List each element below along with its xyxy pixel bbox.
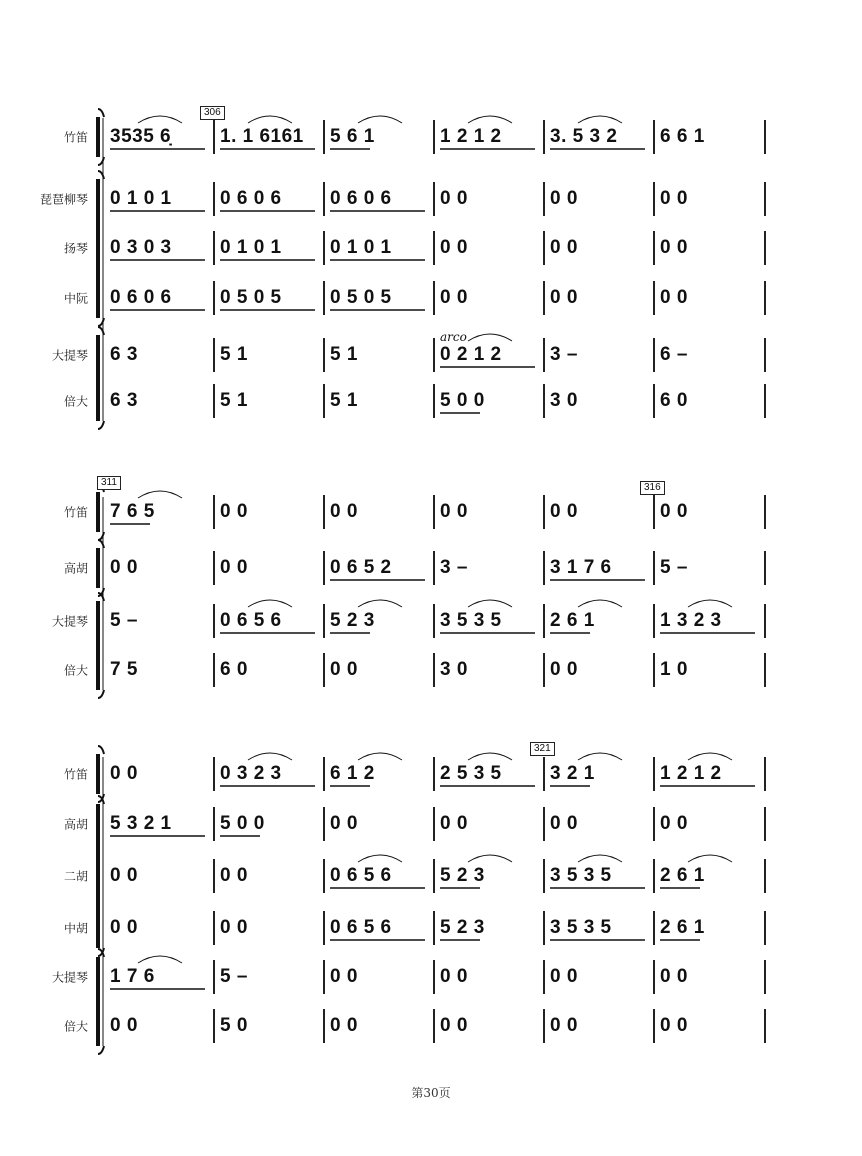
bar-line — [433, 182, 435, 216]
measure-cell: 5 – — [660, 557, 688, 578]
bar-line — [764, 384, 766, 418]
measure-cell: 5 2 3 — [330, 610, 375, 631]
measure-cell: 0 3 2 3 — [220, 763, 282, 784]
measure-cell: 6 0 — [660, 390, 688, 411]
slur-arc — [468, 753, 512, 760]
bar-line — [653, 911, 655, 945]
measure-cell: 3 5 3 5 — [550, 917, 612, 938]
measure-cell: 6 0 — [220, 659, 248, 680]
bar-line — [543, 281, 545, 315]
slur-arc — [248, 753, 292, 760]
bar-line — [433, 231, 435, 265]
bar-line — [653, 653, 655, 687]
bar-line — [764, 281, 766, 315]
measure-cell: 3 0 — [440, 659, 468, 680]
measure-number: 306 — [200, 106, 225, 120]
measure-cell: 7 5 — [110, 659, 138, 680]
measure-cell: 0 0 — [550, 188, 578, 209]
bar-line — [764, 551, 766, 585]
bar-line — [433, 1009, 435, 1043]
instrument-name: 竹笛 — [63, 767, 88, 782]
slur-arc — [468, 334, 512, 341]
measure-cell: 0 1 0 1 — [220, 237, 282, 258]
measure-cell: 0 0 — [550, 813, 578, 834]
bar-line — [323, 807, 325, 841]
measure-cell: 0 0 — [440, 966, 468, 987]
bar-line — [433, 653, 435, 687]
measure-cell: 0 0 — [440, 237, 468, 258]
instrument-name: 高胡 — [63, 561, 88, 576]
bar-line — [213, 120, 215, 154]
measure-cell: 3 5 3 5 — [550, 865, 612, 886]
bar-line — [323, 911, 325, 945]
slur-arc — [688, 600, 732, 607]
measure-number: 316 — [640, 481, 665, 495]
bar-line — [213, 911, 215, 945]
measure-cell: 0 0 — [660, 237, 688, 258]
measure-cell: 0 0 — [550, 501, 578, 522]
slur-arc — [578, 855, 622, 862]
measure-cell: 0 0 — [440, 287, 468, 308]
instrument-name: 高胡 — [63, 817, 88, 832]
bar-line — [213, 384, 215, 418]
measure-cell: 2 6 1 — [660, 917, 705, 938]
bar-line — [653, 859, 655, 893]
bar-line — [433, 281, 435, 315]
bar-line — [543, 551, 545, 585]
instrument-name: 二胡 — [63, 869, 88, 884]
bar-line — [433, 495, 435, 529]
bar-line — [433, 960, 435, 994]
bar-line — [323, 551, 325, 585]
measure-cell: 1 3 2 3 — [660, 610, 722, 631]
measure-cell: 0 3 0 3 — [110, 237, 172, 258]
measure-cell: 0 2 1 2 — [440, 344, 502, 365]
measure-cell: 6 6 1 — [660, 126, 705, 147]
measure-cell: 6 3 — [110, 390, 138, 411]
group-bracket — [96, 179, 100, 318]
measure-cell: 0 6 0 6 — [330, 188, 392, 209]
measure-cell: 0 5 0 5 — [220, 287, 282, 308]
bar-line — [323, 495, 325, 529]
bar-line — [764, 120, 766, 154]
measure-cell: 0 0 — [660, 966, 688, 987]
bar-line — [433, 120, 435, 154]
slur-arc — [578, 600, 622, 607]
measure-cell: 0 6 5 6 — [330, 865, 392, 886]
slur-arc — [688, 855, 732, 862]
bar-line — [323, 182, 325, 216]
bar-line — [764, 338, 766, 372]
measure-cell: 0 0 — [330, 501, 358, 522]
measure-cell: 0 6 0 6 — [220, 188, 282, 209]
measure-cell: 3 5 3 5 — [440, 610, 502, 631]
measure-cell: 1 2 1 2 — [440, 126, 502, 147]
instrument-name: 扬琴 — [63, 241, 88, 256]
bar-line — [764, 757, 766, 791]
bar-line — [213, 757, 215, 791]
measure-number: 321 — [530, 742, 555, 756]
measure-cell: 5 2 3 — [440, 917, 485, 938]
bar-line — [323, 604, 325, 638]
measure-cell: 0 0 — [330, 659, 358, 680]
bar-line — [433, 604, 435, 638]
bar-line — [323, 1009, 325, 1043]
group-bracket — [96, 335, 100, 421]
group-bracket — [96, 957, 100, 1046]
slur-arc — [248, 600, 292, 607]
bar-line — [653, 960, 655, 994]
bar-line — [213, 231, 215, 265]
measure-cell: 0 0 — [550, 966, 578, 987]
measure-cell: 0 0 — [110, 557, 138, 578]
measure-cell: 1 2 1 2 — [660, 763, 722, 784]
bar-line — [653, 384, 655, 418]
bar-line — [213, 653, 215, 687]
instrument-name: 倍大 — [63, 663, 88, 678]
page-number: 第30页 — [411, 1086, 451, 1100]
slur-arc — [358, 116, 402, 123]
bar-line — [653, 182, 655, 216]
instrument-name: 倍大 — [63, 1019, 88, 1034]
bar-line — [653, 231, 655, 265]
slur-arc — [688, 753, 732, 760]
measure-cell: 0 1 0 1 — [330, 237, 392, 258]
measure-cell: 0 0 — [220, 865, 248, 886]
measure-cell: 5 – — [220, 966, 248, 987]
measure-cell: 5 – — [110, 610, 138, 631]
measure-cell: 0 0 — [660, 501, 688, 522]
bar-line — [213, 960, 215, 994]
bar-line — [213, 281, 215, 315]
measure-cell: 0 0 — [660, 813, 688, 834]
measure-cell: 0 0 — [550, 1015, 578, 1036]
bar-line — [764, 231, 766, 265]
bar-line — [323, 757, 325, 791]
bar-line — [543, 960, 545, 994]
slur-arc — [138, 956, 182, 963]
measure-cell: 0 0 — [110, 917, 138, 938]
bar-line — [323, 384, 325, 418]
bar-line — [543, 653, 545, 687]
measure-cell: 3 – — [550, 344, 578, 365]
bar-line — [764, 495, 766, 529]
measure-cell: 3 2 1 — [550, 763, 595, 784]
measure-cell: 5 1 — [330, 344, 358, 365]
bar-line — [543, 604, 545, 638]
bar-line — [213, 807, 215, 841]
bar-line — [543, 807, 545, 841]
measure-cell: 5 1 — [220, 344, 248, 365]
bar-line — [764, 911, 766, 945]
bar-line — [213, 182, 215, 216]
bar-line — [543, 911, 545, 945]
bar-line — [213, 338, 215, 372]
measure-cell: 0 0 — [440, 188, 468, 209]
measure-cell: 2 5 3 5 — [440, 763, 502, 784]
measure-cell: 5 0 0 — [440, 390, 485, 411]
bar-line — [323, 281, 325, 315]
measure-cell: 0 0 — [110, 763, 138, 784]
measure-cell: 6 – — [660, 344, 688, 365]
measure-cell: 6 1 2 — [330, 763, 375, 784]
bar-line — [433, 859, 435, 893]
bar-line — [433, 807, 435, 841]
measure-cell: 5 1 — [330, 390, 358, 411]
group-bracket — [96, 117, 100, 157]
measure-cell: 0 0 — [110, 865, 138, 886]
instrument-name: 大提琴 — [51, 970, 88, 985]
slur-arc — [578, 116, 622, 123]
measure-cell: 0 1 0 1 — [110, 188, 172, 209]
bar-line — [764, 960, 766, 994]
measure-cell: 3. 5 3 2 — [550, 126, 618, 147]
bar-line — [764, 182, 766, 216]
group-bracket — [96, 754, 100, 794]
measure-cell: 0 6 5 6 — [330, 917, 392, 938]
measure-cell: 5 3 2 1 — [110, 813, 172, 834]
bar-line — [764, 653, 766, 687]
slur-arc — [578, 753, 622, 760]
bar-line — [323, 960, 325, 994]
bar-line — [213, 604, 215, 638]
measure-cell: 0 0 — [660, 1015, 688, 1036]
instrument-name: 中阮 — [63, 291, 88, 306]
measure-cell: 0 0 — [220, 917, 248, 938]
bar-line — [543, 859, 545, 893]
bar-line — [653, 120, 655, 154]
group-bracket — [96, 601, 100, 690]
bar-line — [543, 231, 545, 265]
measure-cell: 0 0 — [330, 813, 358, 834]
measure-cell: 0 0 — [330, 966, 358, 987]
bar-line — [543, 495, 545, 529]
bar-line — [433, 757, 435, 791]
measure-cell: 0 0 — [220, 557, 248, 578]
bar-line — [323, 859, 325, 893]
bar-line — [653, 338, 655, 372]
bar-line — [213, 551, 215, 585]
group-bracket — [96, 804, 100, 948]
measure-cell: 5 6 1 — [330, 126, 375, 147]
bar-line — [653, 281, 655, 315]
slur-arc — [358, 855, 402, 862]
bar-line — [653, 1009, 655, 1043]
measure-cell: 2 6 1 — [550, 610, 595, 631]
bar-line — [433, 338, 435, 372]
group-bracket — [96, 492, 100, 532]
bar-line — [323, 120, 325, 154]
slur-arc — [358, 753, 402, 760]
measure-cell: 0 0 — [550, 237, 578, 258]
bar-line — [543, 384, 545, 418]
bar-line — [323, 653, 325, 687]
slur-arc — [138, 116, 182, 123]
measure-number: 311 — [97, 476, 121, 490]
group-bracket — [96, 548, 100, 588]
measure-cell: 0 5 0 5 — [330, 287, 392, 308]
slur-arc — [468, 116, 512, 123]
measure-cell: 5 0 — [220, 1015, 248, 1036]
bar-line — [433, 911, 435, 945]
measure-cell: 3 – — [440, 557, 468, 578]
instrument-name: 大提琴 — [51, 348, 88, 363]
measure-cell: 0 6 5 2 — [330, 557, 392, 578]
measure-cell: 7 6 5 — [110, 501, 155, 522]
bar-line — [653, 807, 655, 841]
bar-line — [433, 384, 435, 418]
bar-line — [653, 495, 655, 529]
bar-line — [213, 495, 215, 529]
measure-cell: 6 3 — [110, 344, 138, 365]
measure-cell: 0 0 — [660, 188, 688, 209]
slur-arc — [468, 855, 512, 862]
bar-line — [433, 551, 435, 585]
bar-line — [653, 757, 655, 791]
measure-cell: 1 0 — [660, 659, 688, 680]
bar-line — [323, 338, 325, 372]
measure-cell: 1. 1 6161 — [220, 126, 304, 147]
bar-line — [213, 859, 215, 893]
measure-cell: 2 6 1 — [660, 865, 705, 886]
slur-arc — [358, 600, 402, 607]
measure-cell: 0 0 — [220, 501, 248, 522]
bar-line — [764, 807, 766, 841]
bar-line — [653, 551, 655, 585]
measure-cell: 3 1 7 6 — [550, 557, 612, 578]
measure-cell: 0 0 — [330, 1015, 358, 1036]
arco-marking: arco — [440, 330, 467, 344]
instrument-name: 竹笛 — [63, 505, 88, 520]
instrument-name: 中胡 — [63, 921, 88, 936]
measure-cell: 0 0 — [110, 1015, 138, 1036]
bar-line — [543, 757, 545, 791]
bar-line — [543, 338, 545, 372]
measure-cell: 0 6 5 6 — [220, 610, 282, 631]
measure-cell: 0 0 — [440, 813, 468, 834]
measure-cell: 5 2 3 — [440, 865, 485, 886]
slur-arc — [468, 600, 512, 607]
measure-cell: 0 0 — [550, 287, 578, 308]
measure-cell: 5 0 0 — [220, 813, 265, 834]
bar-line — [764, 859, 766, 893]
measure-cell: 0 0 — [440, 501, 468, 522]
bar-line — [764, 1009, 766, 1043]
bar-line — [543, 1009, 545, 1043]
measure-cell: 3 0 — [550, 390, 578, 411]
measure-cell: 3535 6̣ — [110, 126, 172, 147]
slur-arc — [248, 116, 292, 123]
measure-cell: 5 1 — [220, 390, 248, 411]
bar-line — [213, 1009, 215, 1043]
bar-line — [764, 604, 766, 638]
instrument-name: 琵琶柳琴 — [39, 192, 88, 207]
bar-line — [323, 231, 325, 265]
measure-cell: 0 0 — [440, 1015, 468, 1036]
bar-line — [543, 120, 545, 154]
measure-cell: 1 7 6 — [110, 966, 155, 987]
instrument-name: 倍大 — [63, 394, 88, 409]
slur-arc — [138, 491, 182, 498]
measure-cell: 0 6 0 6 — [110, 287, 172, 308]
measure-cell: 0 0 — [660, 287, 688, 308]
instrument-name: 大提琴 — [51, 614, 88, 629]
measure-cell: 0 0 — [550, 659, 578, 680]
instrument-name: 竹笛 — [63, 130, 88, 145]
bar-line — [543, 182, 545, 216]
bar-line — [653, 604, 655, 638]
